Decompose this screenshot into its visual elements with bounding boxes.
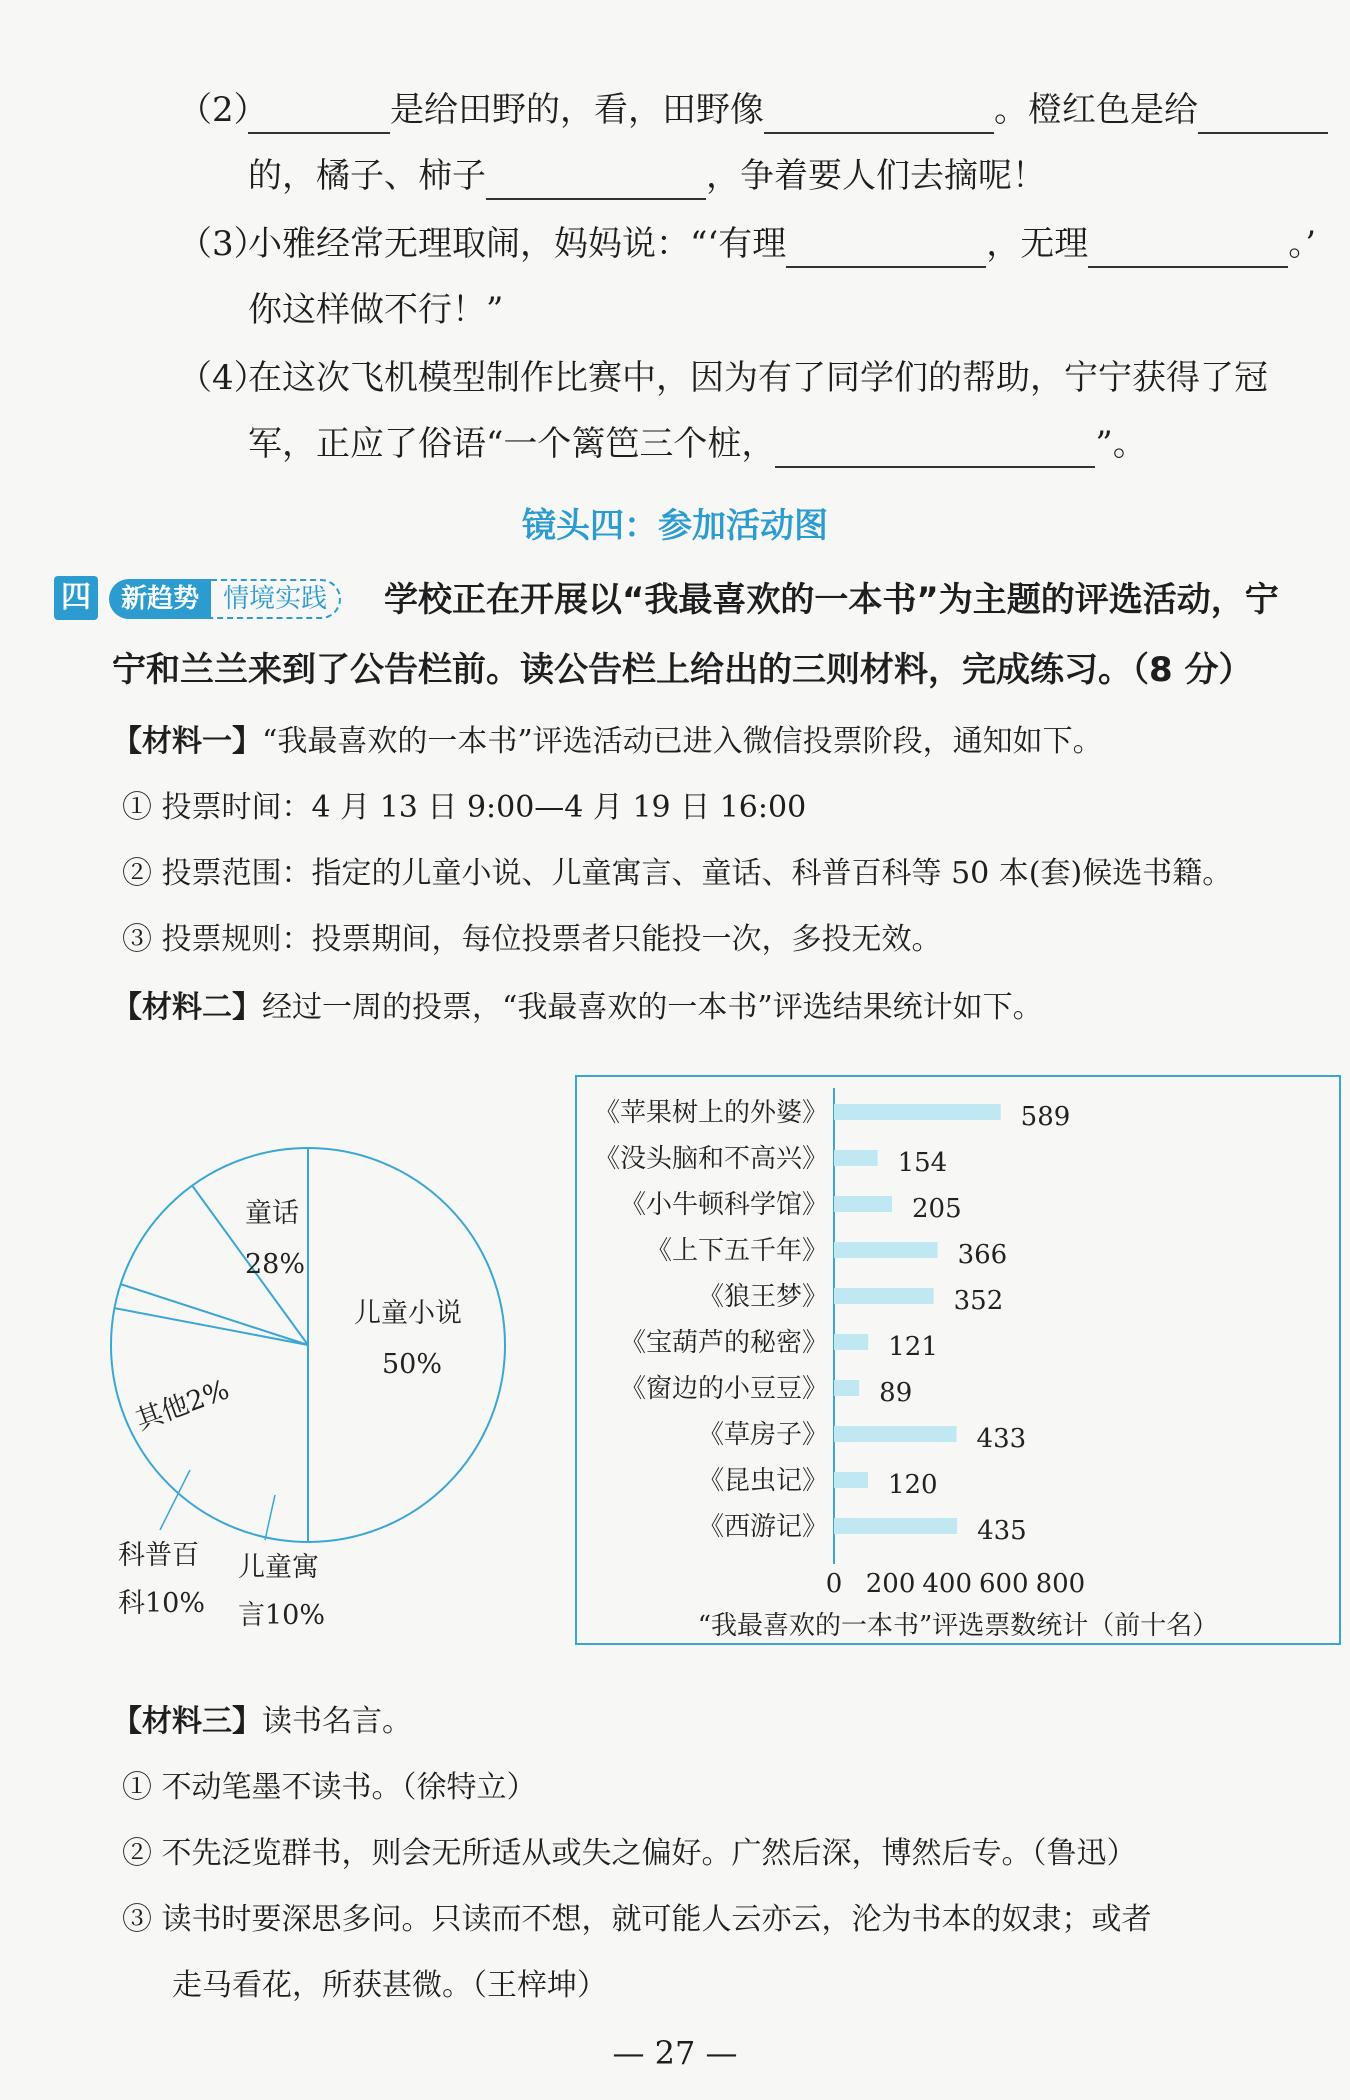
bar	[834, 1426, 957, 1442]
pie-pct-fairy-tale: 28%	[245, 1249, 306, 1280]
section-title: 镜头四：参加活动图	[522, 506, 828, 546]
bar-category-label: 《没头脑和不高兴》	[593, 1144, 828, 1174]
pie-slices	[111, 1148, 505, 1542]
chart-title: “我最喜欢的一本书”评选票数统计（前十名）	[697, 1611, 1219, 1641]
bar-category-label: 《西游记》	[697, 1512, 828, 1542]
bar-value-label: 366	[957, 1240, 1008, 1270]
x-tick-label: 200	[865, 1569, 916, 1599]
pie-pct-novel: 50%	[382, 1349, 443, 1380]
answer-blank[interactable]	[486, 162, 706, 200]
q3-line-1: 小雅经常无理取闹，妈妈说：“‘有理 ，无理 。’	[248, 220, 1316, 268]
bar	[834, 1242, 938, 1258]
quote-item: ② 不先泛览群书，则会无所适从或失之偏好。广然后深，博然后专。（鲁迅）	[122, 1836, 1137, 1871]
x-tick-label: 0	[825, 1569, 843, 1599]
question-four-line-1: 学校正在开展以“我最喜欢的一本书”为主题的评选活动，宁	[384, 580, 1279, 620]
material-one-title: 【材料一】	[112, 724, 262, 759]
new-trend-tag: 新趋势	[109, 579, 211, 619]
bar	[834, 1150, 878, 1166]
answer-blank[interactable]	[1088, 230, 1288, 268]
bar	[834, 1334, 868, 1350]
x-tick-label: 400	[922, 1569, 973, 1599]
bar-value-label: 589	[1020, 1102, 1071, 1132]
bar-series	[594, 1088, 1085, 1599]
question-number-badge: 四	[54, 576, 98, 620]
answer-blank[interactable]	[764, 96, 994, 134]
bar-category-label: 《上下五千年》	[645, 1236, 828, 1266]
material-two	[112, 986, 1043, 1030]
bar-value-label: 205	[912, 1194, 962, 1224]
question-four-line-2: 宁和兰兰来到了公告栏前。读公告栏上给出的三则材料，完成练习。（8 分）	[112, 650, 1253, 690]
bar-value-label: 121	[888, 1332, 938, 1362]
bar-category-label: 《小牛顿科学馆》	[619, 1190, 828, 1220]
answer-blank[interactable]	[1198, 96, 1328, 134]
pie-pct-fable: 言10%	[238, 1600, 326, 1631]
bar	[834, 1380, 859, 1396]
bar-category-label: 《草房子》	[697, 1420, 828, 1450]
bar-value-label: 433	[976, 1424, 1027, 1454]
bar	[834, 1196, 892, 1212]
bar-category-label: 《苹果树上的外婆》	[593, 1098, 828, 1128]
material-three-title: 【材料三】	[112, 1704, 262, 1739]
bar-value-label: 120	[887, 1470, 938, 1500]
q2-number: （2）	[178, 90, 268, 130]
situation-practice-tag: 情境实践	[211, 579, 341, 619]
bar-value-label: 435	[977, 1516, 1027, 1546]
q4-line-1: 在这次飞机模型制作比赛中，因为有了同学们的帮助，宁宁获得了冠	[248, 358, 1268, 398]
bar	[834, 1288, 934, 1304]
q3-line-2: 你这样做不行！”	[248, 290, 504, 330]
quote-item: ① 不动笔墨不读书。（徐特立）	[122, 1770, 537, 1805]
pie-label-fable: 儿童寓	[238, 1552, 319, 1583]
pie-label-other: 其他2%	[131, 1374, 234, 1437]
q4-line-2: 军，正应了俗语“一个篱笆三个桩， ”。	[248, 420, 1147, 468]
pie-chart	[90, 1100, 540, 1660]
page-number: — 27 —	[612, 2034, 738, 2072]
pie-label-fairy-tale: 童话	[245, 1198, 299, 1229]
material-one	[112, 720, 1103, 764]
answer-blank[interactable]	[248, 96, 390, 134]
q2-line-1: 是给田野的，看，田野像 。橙红色是给	[248, 86, 1328, 134]
material-three	[112, 1700, 412, 1744]
x-tick-label: 800	[1035, 1569, 1086, 1599]
answer-blank[interactable]	[786, 230, 986, 268]
pie-pct-science: 科10%	[118, 1588, 206, 1619]
q3-number: （3）	[178, 224, 268, 264]
quote-item: ③ 读书时要深思多问。只读而不想，就可能人云亦云，沦为书本的奴隶；或者	[122, 1902, 1152, 1937]
pie-label-novel: 儿童小说	[354, 1298, 462, 1329]
question-four-header	[54, 576, 341, 620]
pie-label-science: 科普百	[118, 1540, 199, 1571]
bar-chart	[570, 1074, 1342, 1648]
bar	[834, 1104, 1001, 1120]
bar-category-label: 《宝葫芦的秘密》	[619, 1328, 828, 1358]
material-two-desc: 经过一周的投票，“我最喜欢的一本书”评选结果统计如下。	[262, 990, 1043, 1025]
q4-number: （4）	[178, 358, 268, 398]
x-tick-label: 600	[978, 1569, 1029, 1599]
bar-category-label: 《昆虫记》	[697, 1466, 828, 1496]
material-three-desc: 读书名言。	[262, 1704, 412, 1739]
material-one-desc: “我最喜欢的一本书”评选活动已进入微信投票阶段，通知如下。	[262, 724, 1103, 759]
bar-category-label: 《窗边的小豆豆》	[619, 1374, 828, 1404]
bar	[834, 1472, 868, 1488]
q2-line-2: 的，橘子、柿子 ，争着要人们去摘呢！	[248, 152, 1046, 200]
quote-item: 走马看花，所获甚微。（王梓坤）	[172, 1968, 607, 2003]
bar-category-label: 《狼王梦》	[697, 1282, 828, 1312]
bar	[834, 1518, 957, 1534]
bar-value-label: 89	[879, 1378, 913, 1408]
material-two-title: 【材料二】	[112, 990, 262, 1025]
bar-value-label: 352	[953, 1286, 1004, 1316]
bar-value-label: 154	[897, 1148, 948, 1178]
leader-line	[265, 1495, 275, 1540]
material-one-item: ② 投票范围：指定的儿童小说、儿童寓言、童话、科普百科等 50 本(套)候选书籍。	[122, 856, 1233, 891]
material-one-item: ③ 投票规则：投票期间，每位投票者只能投一次，多投无效。	[122, 922, 942, 957]
material-one-item: ① 投票时间：4 月 13 日 9:00—4 月 19 日 16:00	[122, 790, 807, 825]
answer-blank[interactable]	[775, 430, 1095, 468]
